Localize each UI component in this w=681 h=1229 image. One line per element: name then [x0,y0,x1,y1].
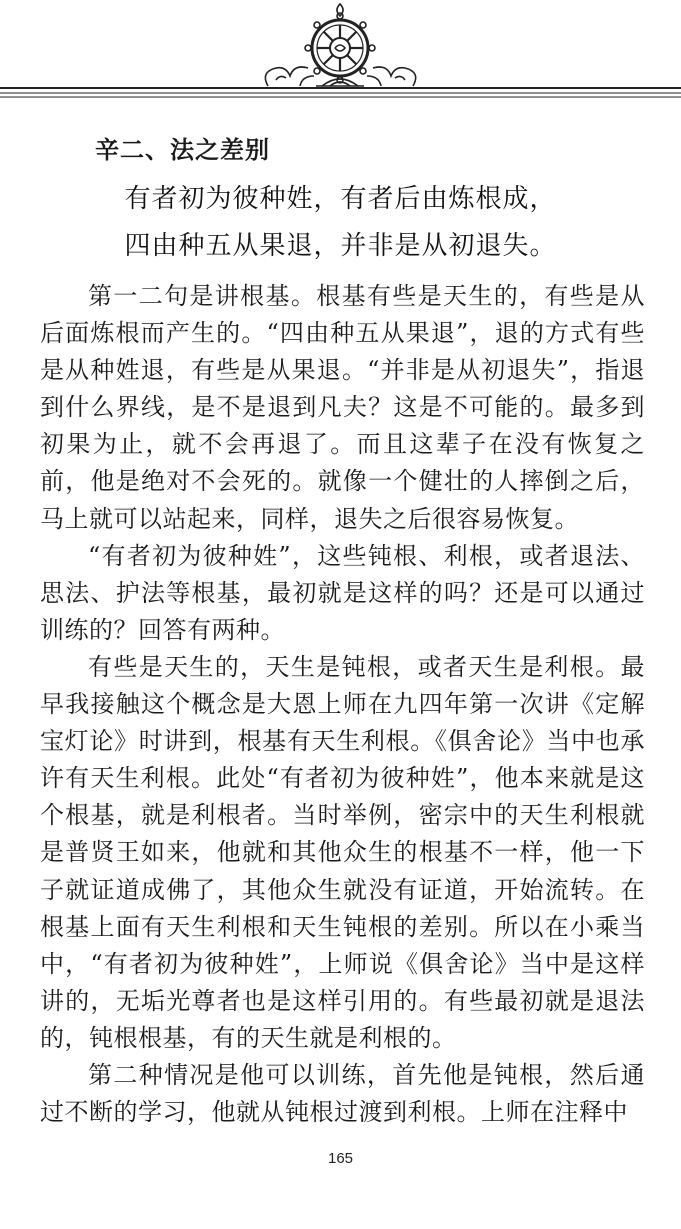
paragraph: “有者初为彼种姓”，这些钝根、利根，或者退法、思法、护法等根基，最初就是这样的吗？还是可以通过训练的？回答有两种。 [40,541,645,644]
section-title: 辛二、法之差别 [95,136,270,164]
paragraph: 第二种情况是他可以训练，首先他是钝根，然后通过不断的学习，他就从钝根过渡到利根。上师在注释中 [40,1060,645,1127]
paragraph: 有些是天生的，天生是钝根，或者天生是利根。最早我接触这个概念是大恩上师在九四年第一次讲《定解宝灯论》时讲到，根基有天生利根。《俱舍论》当中也承许有天生利根。此处“有者初为彼种姓”，他本来就是这个根基，就是利根者。当时举例，密宗中的天生利根就是普贤王如来，他就和其他众生的根基不一样，他一下子就证道成佛了，其他众生就没有证道，开始流转。在根基上面有天生利根和天生钝根的差别。所以在小乘当中，“有者初为彼种姓”，上师说《俱舍论》当中是这样讲的，无垢光尊者也是这样引用的。有些最初就是退法的，钝根根基，有的天生就是利根的。 [40,652,645,1052]
page-header-ornament [0,0,681,110]
body-text [40,278,645,1131]
page-number: 165 [327,1150,354,1167]
verse-line-1: 有者初为彼种姓，有者后由炼根成， [124,184,557,214]
paragraph: 第一二句是讲根基。根基有些是天生的，有些是从后面炼根而产生的。“四由种五从果退”，退的方式有些是从种姓退，有些是从果退。“并非是从初退失”，指退到什么界线，是不是退到凡夫？这是不可能的。最多到初果为止，就不会再退了。而且这辈子在没有恢复之前，他是绝对不会死的。就像一个健壮的人摔倒之后，马上就可以站起来，同样，退失之后很容易恢复。 [40,282,645,533]
verse-line-2: 四由种五从果退，并非是从初退失。 [124,231,557,261]
dharma-wheel-icon [0,0,681,110]
